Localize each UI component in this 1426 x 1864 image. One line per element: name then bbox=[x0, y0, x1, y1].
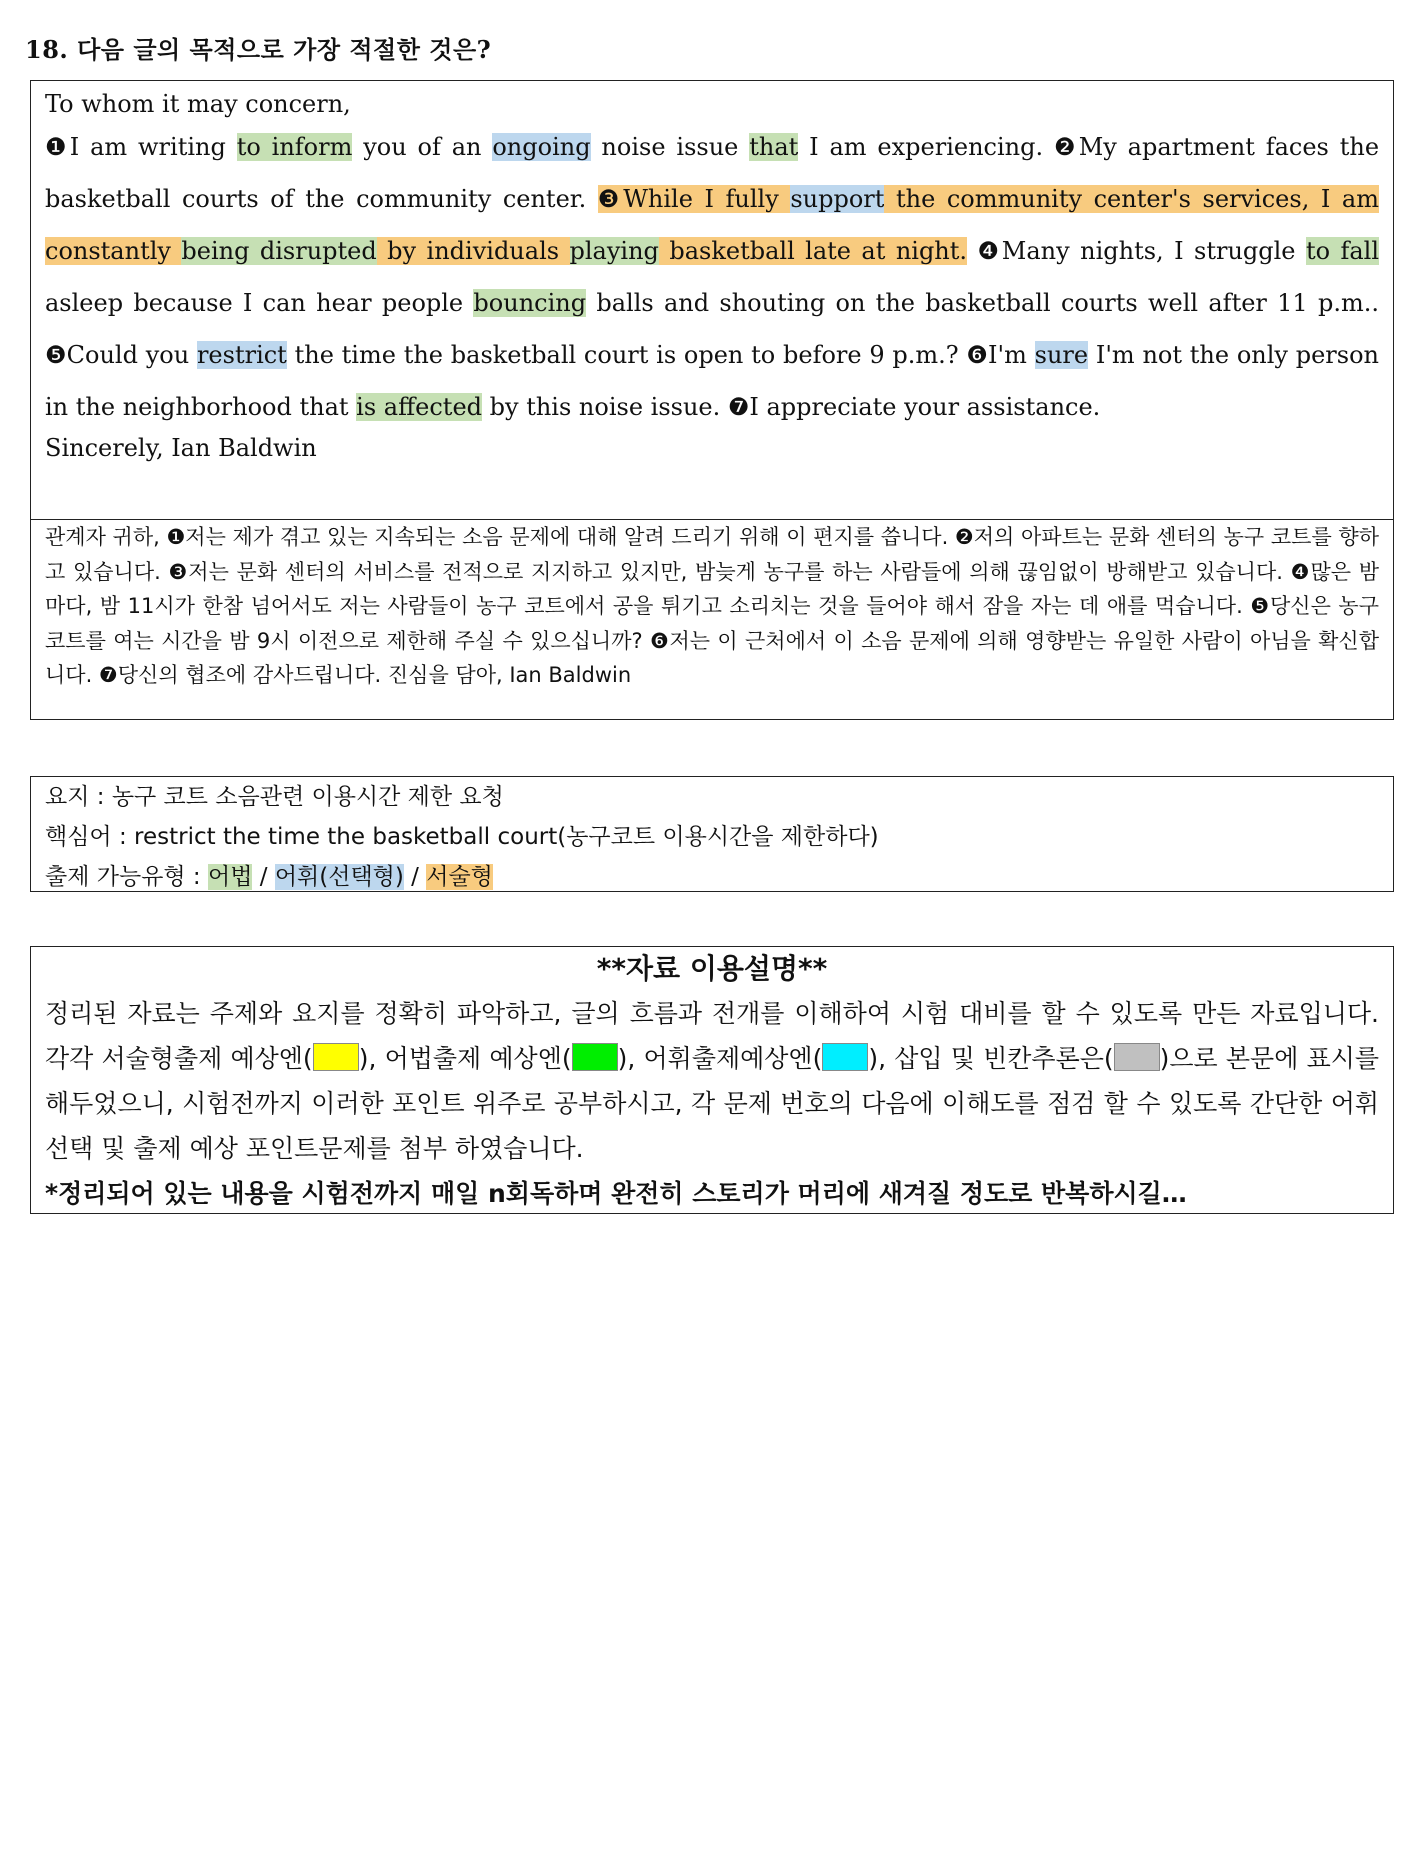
passage-text: ❶I am writing bbox=[45, 133, 237, 161]
passage-text: ❹Many nights, I struggle bbox=[967, 237, 1306, 265]
type-separator: / bbox=[403, 864, 427, 890]
highlighted-phrase: ongoing bbox=[492, 133, 591, 161]
translation-text: 관계자 귀하, ❶저는 제가 겪고 있는 지속되는 소음 문제에 대해 알려 드리기 위해 이 편지를 씁니다. ❷저의 아파트는 문화 센터의 농구 코트를 향하고 있습니다. ❸저는 문화 센터의 서비스를 전적으로 지지하고 있지만, 밤늦게 농구를 하는 사람들에 의해 끊임없이 방해받고 있습니다. ❹많은 밤마다, 밤 11시가 한참 넘어서도 저는 사람들이 농구 코트에서 공을 튀기고 소리치는 것을 들어야 해서 잠을 자는 데 애를 먹습니다. ❺당신은 농구 코트를 여는 시간을 밤 9시 이전으로 제한해 주실 수 있으십니까? ❻저는 이 근처에서 이 소음 문제에 의해 영향받는 유일한 사람이 아님을 확신합니다. ❼당신의 협조에 감사드립니다. 진심을 담아, Ian Baldwin bbox=[45, 525, 1379, 687]
keyword-text: restrict the time the basketball court(농구코트 이용시간을 제한하다) bbox=[134, 824, 879, 850]
highlighted-phrase: restrict bbox=[196, 341, 287, 369]
passage-text: asleep because I can hear people bbox=[45, 289, 474, 317]
cyan-swatch bbox=[822, 1043, 868, 1071]
green-swatch bbox=[572, 1043, 618, 1071]
gist-label: 요지 : bbox=[45, 784, 112, 810]
guide-title: **자료 이용설명** bbox=[596, 952, 828, 985]
passage-signature: Sincerely, Ian Baldwin bbox=[45, 434, 317, 462]
guide-text: ), 어법출제 예상엔( bbox=[358, 1044, 572, 1073]
highlighted-phrase: being disrupted bbox=[181, 237, 377, 265]
passage-text: noise issue bbox=[590, 133, 750, 161]
highlighted-phrase: that bbox=[749, 133, 799, 161]
keyword-line bbox=[45, 817, 1379, 857]
keyword-label: 핵심어 : bbox=[45, 824, 135, 850]
type-vocab: 어휘(선택형) bbox=[274, 864, 404, 890]
translation-box bbox=[30, 519, 1394, 720]
passage-body bbox=[45, 121, 1379, 433]
types-label: 출제 가능유형 : bbox=[45, 864, 208, 890]
highlighted-phrase: sure bbox=[1034, 341, 1089, 369]
highlighted-phrase: to inform bbox=[236, 133, 353, 161]
guide-bold-note: *정리되어 있는 내용을 시험전까지 매일 n회독하며 완전히 스토리가 머리에 새겨질 정도로 반복하시길… bbox=[45, 1179, 1187, 1208]
type-writing: 서술형 bbox=[426, 864, 493, 890]
guide-text: ), 삽입 및 빈칸추론은( bbox=[868, 1044, 1114, 1073]
guide-text: )으로 본문에 표시를 해두었으니, 시험전까지 이러한 포인트 위주로 공부하시고, 각 문제 번호의 다음에 이해도를 점검 할 수 있도록 간단한 어휘선택 및 출제 예상 포인트문제를 첨부 하였습니다. bbox=[45, 1044, 1380, 1163]
passage-text: balls and shouting on the basketball courts well after 11 p.m.. ❺Could you bbox=[45, 289, 1379, 369]
passage-text: you of an bbox=[352, 133, 493, 161]
yellow-swatch bbox=[313, 1043, 359, 1071]
highlighted-phrase: basketball late at night. bbox=[658, 237, 968, 265]
highlighted-phrase: bouncing bbox=[473, 289, 587, 317]
passage-text: I'm not the only person in the neighborhood that bbox=[45, 341, 1379, 421]
highlighted-phrase: the community center's services, I am constantly bbox=[45, 185, 1379, 265]
highlighted-phrase: to fall bbox=[1305, 237, 1380, 265]
gray-swatch bbox=[1114, 1043, 1160, 1071]
usage-guide-box bbox=[30, 946, 1394, 1214]
gist-text: 농구 코트 소음관련 이용시간 제한 요청 bbox=[111, 784, 504, 810]
types-line bbox=[45, 857, 1379, 897]
question-title: 18. 다음 글의 목적으로 가장 적절한 것은? bbox=[25, 35, 492, 64]
highlighted-phrase: is affected bbox=[356, 393, 483, 421]
gist-line bbox=[45, 777, 1379, 817]
highlighted-phrase: playing bbox=[569, 237, 659, 265]
type-separator: / bbox=[252, 864, 275, 890]
highlighted-phrase: ❸While I fully bbox=[597, 185, 791, 213]
passage-text: I am experiencing. ❷My apartment faces the basketball courts of the community center. bbox=[45, 133, 1380, 213]
guide-body bbox=[45, 991, 1379, 1171]
guide-text: ), 어휘출제예상엔( bbox=[617, 1044, 823, 1073]
type-grammar: 어법 bbox=[208, 864, 253, 890]
passage-text: by this noise issue. ❼I appreciate your assistance. bbox=[482, 393, 1101, 421]
highlighted-phrase: by individuals bbox=[376, 237, 570, 265]
passage-text: the time the basketball court is open to before 9 p.m.? ❻I'm bbox=[286, 341, 1035, 369]
passage-box bbox=[30, 80, 1394, 520]
passage-salutation: To whom it may concern, bbox=[45, 90, 351, 118]
summary-box bbox=[30, 776, 1394, 892]
highlighted-phrase: support bbox=[790, 185, 885, 213]
guide-text: 정리된 자료는 주제와 요지를 정확히 파악하고, 글의 흐름과 전개를 이해하여 시험 대비를 할 수 있도록 만든 자료입니다. 각각 서술형출제 예상엔( bbox=[45, 999, 1379, 1073]
